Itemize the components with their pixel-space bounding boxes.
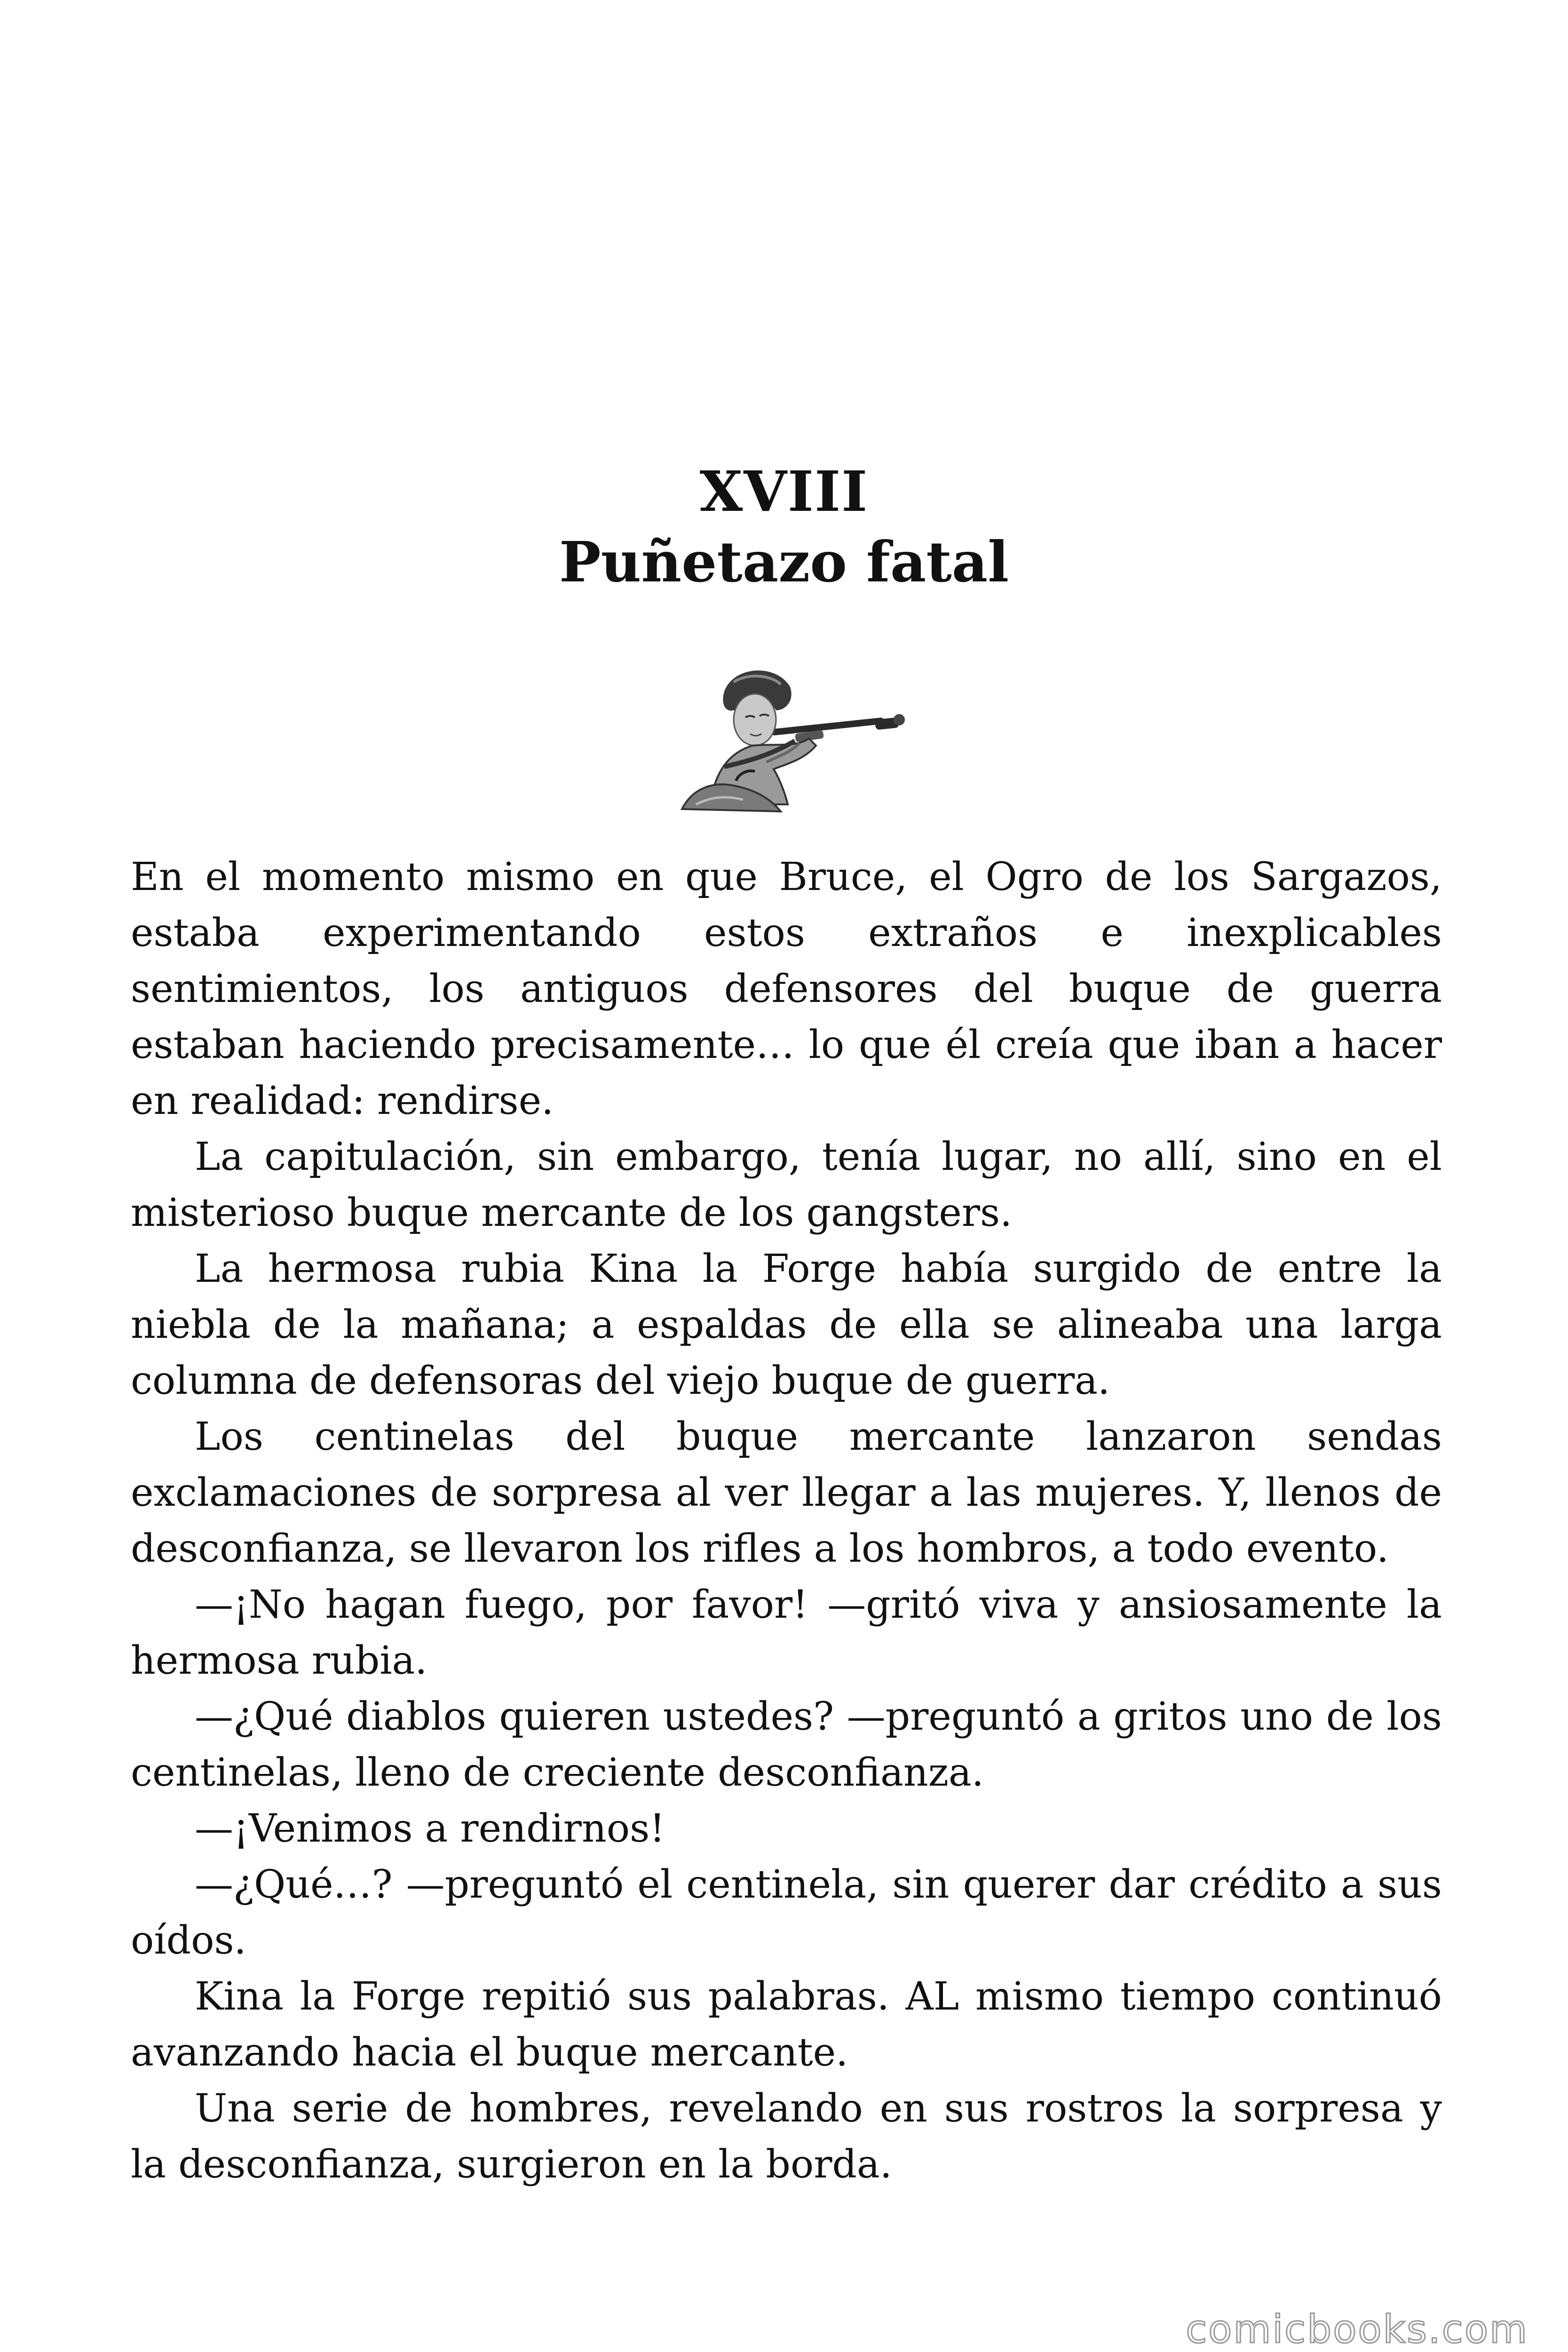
paragraph: —¡Venimos a rendirnos! — [195, 1806, 665, 1851]
paragraph: —¡No hagan fuego, por favor! —gritó viva y ansiosamente la hermosa rubia. — [131, 1582, 1442, 1683]
woman-with-rifle-illustration — [654, 663, 917, 814]
paragraph: —¿Qué diablos quieren ustedes? —preguntó a gritos uno de los centinelas, lleno de creciente desconfianza. — [131, 1694, 1442, 1795]
chapter-number: XVIII — [699, 459, 869, 524]
paragraph: Los centinelas del buque mercante lanzaron sendas exclamaciones de sorpresa al ver llegar a las mujeres. Y, llenos de desconfianza, se llevaron los rifles a los hombros, a todo evento. — [131, 1414, 1442, 1571]
paragraph: La hermosa rubia Kina la Forge había surgido de entre la niebla de la mañana; a espaldas de ella se alineaba una larga columna de defensoras del viejo buque de guerra. — [131, 1247, 1442, 1403]
paragraph: La capitulación, sin embargo, tenía lugar, no allí, sino en el misterioso buque mercante de los gangsters. — [131, 1135, 1442, 1235]
watermark: comicbooks.com — [1186, 2307, 1528, 2352]
chapter-title: Puñetazo fatal — [559, 529, 1009, 595]
chapter-body — [131, 849, 1442, 2193]
paragraph: En el momento mismo en que Bruce, el Ogro de los Sargazos, estaba experimentando estos extraños e inexplicables sentimientos, los antiguos defensores del buque de guerra estaban haciendo precisamente… lo que él creía que iban a hacer en realidad: rendirse. — [131, 855, 1442, 1123]
paragraph: Una serie de hombres, revelando en sus rostros la sorpresa y la desconfianza, surgieron en la borda. — [131, 2086, 1442, 2187]
paragraph: —¿Qué…? —preguntó el centinela, sin querer dar crédito a sus oídos. — [131, 1862, 1442, 1963]
chapter-heading — [0, 456, 1568, 597]
paragraph: Kina la Forge repitió sus palabras. AL mismo tiempo continuó avanzando hacia el buque mercante. — [131, 1974, 1442, 2075]
